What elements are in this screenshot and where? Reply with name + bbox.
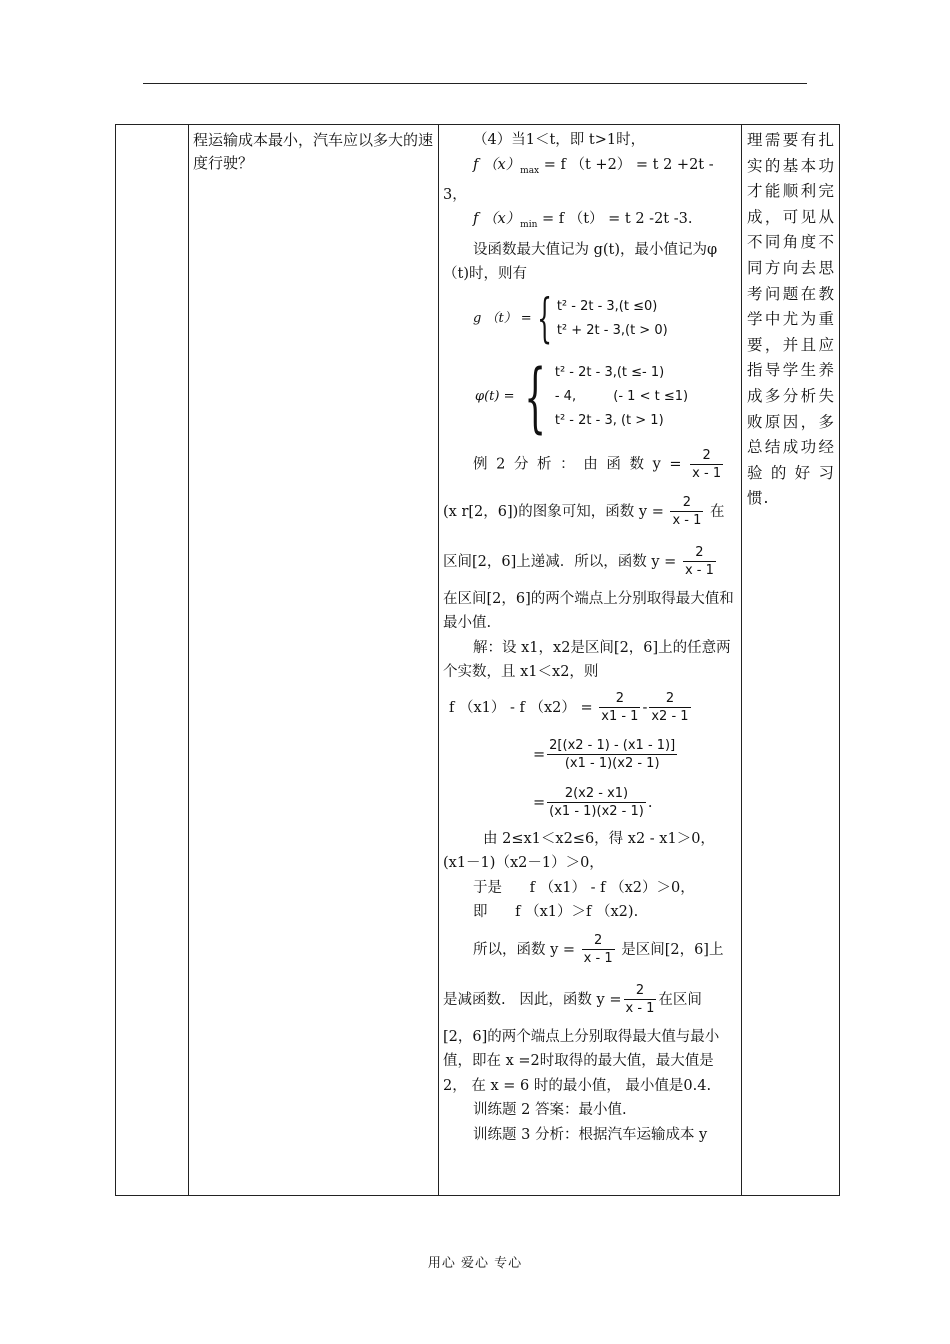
g-cases (557, 295, 668, 343)
fmin-expr: = f （t） = t 2 -2t -3. (537, 211, 693, 228)
frac-num: 2(x2 - x1) (547, 785, 646, 803)
conclusion-line3: [2，6]的两个端点上分别取得最大值与最小值，即在 x =2时取得的最大值，最大值是 2， 在 x = 6 时的最小值， 最小值是0.4. (443, 1028, 720, 1094)
g-label: g （t） = (473, 310, 532, 326)
conclusion-d: 在区间 (658, 991, 702, 1008)
fmax-expr: = f （t +2） = t 2 +2t - (539, 156, 714, 173)
brace-icon: { (523, 351, 546, 441)
analysis-cell (439, 125, 742, 1196)
ex2-line2 (443, 487, 737, 537)
ex2-line3 (443, 537, 737, 587)
phi-case-3: t² - 2t - 3, (t > 1) (554, 412, 664, 428)
fraction (683, 544, 716, 579)
fmax-sub: max (520, 165, 540, 176)
ex2-line2-b: 在 (710, 503, 725, 520)
question-text: 程运输成本最小，汽车应以多大的速度行驶？ (193, 131, 434, 172)
frac-num: 2[(x2 - 1) - (x1 - 1)] (549, 738, 676, 754)
fraction (599, 690, 640, 725)
frac-den: x - 1 (625, 1001, 655, 1017)
fraction (547, 785, 646, 820)
analysis-content (439, 125, 741, 1147)
fraction (670, 494, 703, 529)
frac-num: 2 (649, 690, 690, 708)
solution-intro: 解：设 x1，x2是区间[2，6]上的任意两个实数，且 x1＜x2，则 (443, 639, 731, 681)
table-row (116, 125, 840, 1196)
frac-den: (x1 - 1)(x2 - 1) (549, 804, 644, 820)
phi-cases (555, 361, 688, 433)
frac-den: x2 - 1 (651, 709, 689, 725)
phi-piece (475, 351, 689, 441)
range-line: 由 2≤x1＜x2≤6，得 x2 - x1＞0，(x1－1)（x2－1）＞0， (443, 830, 715, 872)
define-g-phi: 设函数最大值记为 g(t)，最小值记为φ（t)时，则有 (443, 241, 718, 283)
train2-line: 训练题 2 答案：最小值. (473, 1102, 627, 1119)
phi-case-2: - 4, (- 1 < t ≤1) (554, 388, 689, 404)
frac-den: x - 1 (692, 465, 722, 481)
ex2-line3-a: 区间[2，6]上递减．所以，函数 y = (443, 553, 677, 570)
diff-line: f （x1） - f （x2） = $\frac{2}{x1 - 1}$ - $\frac{2}{x2 - 1}$ (449, 691, 689, 725)
g-piecewise (443, 288, 737, 349)
comment-cell (742, 125, 840, 1196)
ex2-line2-a: (x r[2，6])的图象可知，函数 y = (443, 503, 664, 520)
lesson-table (115, 124, 840, 1196)
conclusion-a: 所以，函数 y = (473, 941, 576, 958)
ji-line: 即 f （x1）＞f （x2). (473, 904, 639, 921)
fmax-tail: 3， (443, 186, 467, 203)
g-piece (473, 288, 668, 349)
frac-den: x - 1 (684, 563, 714, 579)
diff-label: f （x1） - f （x2） = (449, 699, 593, 716)
step3-line: = $\frac{2(x2 - x1)}{(x1 - 1)(x2 - 1)}$ . (533, 786, 653, 820)
fmax-line (443, 153, 737, 183)
fmin-line (443, 207, 737, 237)
g-case-1: t² - 2t - 3,(t ≤0) (556, 298, 658, 314)
empty-cell (116, 125, 189, 1196)
conclusion-b: 是区间[2，6]上 (621, 941, 724, 958)
train3-line: 训练题 3 分析：根据汽车运输成本 y (473, 1126, 708, 1143)
frac-den: (x1 - 1)(x2 - 1) (564, 756, 660, 772)
phi-label: φ(t) = (475, 388, 515, 404)
page-footer: 用心 爱心 专心 (427, 1256, 523, 1271)
frac-num: 2 (690, 447, 723, 465)
fmax-label: f （x） (473, 156, 521, 173)
fraction (624, 982, 657, 1017)
fraction (582, 932, 615, 967)
header-rule (143, 83, 807, 84)
frac-den: x - 1 (583, 951, 613, 967)
phi-piecewise (443, 351, 737, 441)
frac-num: 2 (670, 494, 703, 512)
conclusion-c: 是减函数. 因此，函数 y = (443, 991, 622, 1008)
frac-den: x1 - 1 (601, 709, 639, 725)
fraction (547, 737, 677, 772)
case4-intro: （4）当1＜t，即 t>1时， (473, 132, 646, 148)
ex2-line4: 在区间[2，6]的两个端点上分别取得最大值和最小值. (443, 590, 734, 632)
fraction (649, 690, 690, 725)
fmin-sub: min (520, 220, 538, 231)
ex2-intro-line (443, 447, 737, 487)
comment-text: 理需要有扎实的基本功才能顺利完成，可见从不同角度不同方向去思考问题在教学中尤为重要，并且应指导学生养成多分析失败原因，多总结成功经验的好习惯. (747, 131, 835, 508)
frac-num: 2 (683, 544, 716, 562)
frac-num: 2 (582, 932, 615, 950)
phi-case-1: t² - 2t - 3,(t ≤- 1) (554, 364, 665, 380)
frac-den: x - 1 (672, 513, 702, 529)
step2-line: = $\frac{2[(x2 - 1) - (x1 - 1)]}{(x1 - 1)(x2 - 1)}$ (533, 738, 676, 772)
yushi-line: 于是 f （x1） - f （x2）＞0， (473, 879, 695, 896)
frac-num: 2 (599, 690, 640, 708)
question-cell (189, 125, 439, 1196)
fmin-label: f （x） (473, 211, 521, 228)
frac-num: 2 (624, 982, 657, 1000)
brace-icon: { (536, 288, 552, 349)
g-case-2: t² + 2t - 3,(t > 0) (556, 322, 668, 338)
conclusion-line2 (443, 975, 737, 1025)
ex2-intro: 例 2 分 析 ： 由 函 数 y = (473, 456, 684, 473)
fraction (690, 447, 723, 482)
conclusion-line1 (443, 925, 737, 975)
